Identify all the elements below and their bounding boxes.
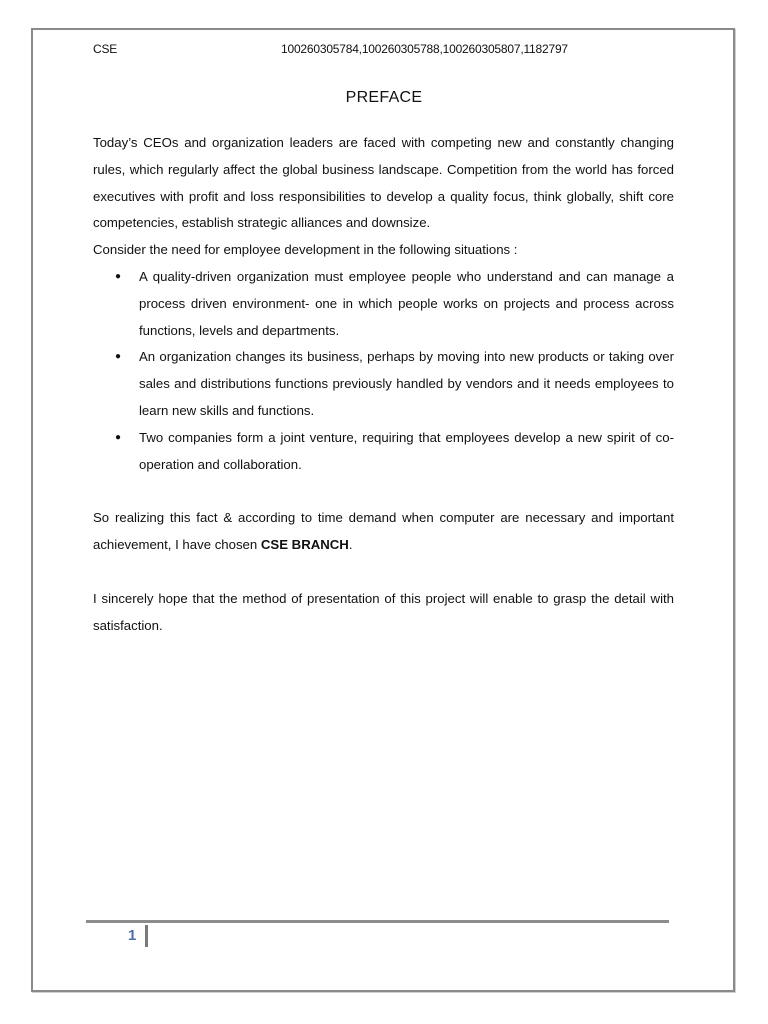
bullet-icon: ● <box>115 431 122 443</box>
spacer <box>93 559 674 586</box>
header-department: CSE <box>93 42 118 56</box>
list-item <box>115 344 674 424</box>
hope-paragraph: I sincerely hope that the method of presentation of this project will enable to grasp the detail with satisfaction. <box>93 590 674 633</box>
bullet-icon: ● <box>115 270 122 282</box>
page-number-divider <box>145 925 148 947</box>
consider-paragraph: Consider the need for employee development in the following situations : <box>93 242 518 258</box>
list-item <box>115 425 674 479</box>
realizing-end: . <box>348 537 353 553</box>
realizing-paragraph <box>93 505 674 559</box>
list-item <box>115 264 674 344</box>
bullet-icon: ● <box>115 351 122 363</box>
intro-paragraph: Today’s CEOs and organization leaders are faced with competing new and constantly changing rules, which regularly affect the global business landscape. Competition from the world has forced executives with profit and loss responsibilities to develop a quality focus, think globally, shift core competencies, establish strategic alliances and downsize. <box>93 135 674 231</box>
footer-divider <box>86 920 669 923</box>
page-number: 1 <box>128 927 137 944</box>
page-title: PREFACE <box>345 89 423 106</box>
realizing-text: So realizing this fact & according to time demand when computer are necessary and important achievement, I have chosen <box>93 510 674 553</box>
branch-name: CSE BRANCH <box>260 537 349 553</box>
situations-list <box>93 264 674 478</box>
list-item-text: An organization changes its business, perhaps by moving into new products or taking over sales and distributions functions previously handled by vendors and it needs employees to learn new skills and functions. <box>139 349 674 418</box>
header-roll-numbers: 100260305784,100260305788,100260305807,1182797 <box>281 42 568 56</box>
spacer <box>93 478 674 505</box>
document-body <box>93 130 674 640</box>
list-item-text: A quality-driven organization must employee people who understand and can manage a process driven environment- one in which people works on projects and process across functions, levels and departments. <box>139 268 674 338</box>
list-item-text: Two companies form a joint venture, requiring that employees develop a new spirit of co-operation and collaboration. <box>139 429 674 472</box>
